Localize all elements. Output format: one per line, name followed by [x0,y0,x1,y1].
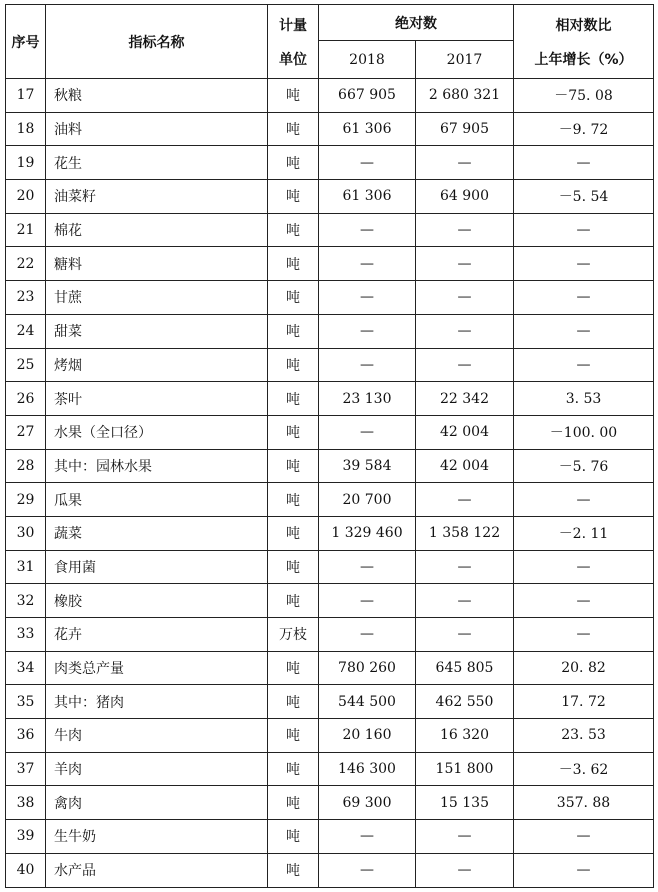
row-value-2018: 20 700 [319,483,416,517]
row-value-2018: 1 329 460 [319,516,416,550]
row-name: 水产品 [46,853,268,887]
row-name: 橡胶 [46,584,268,618]
row-seq: 27 [6,415,46,449]
header-relative [514,5,654,79]
header-absolute: 绝对数 [319,5,514,41]
row-value-2017: — [416,853,514,887]
row-name: 禽肉 [46,786,268,820]
row-name: 油菜籽 [46,180,268,214]
row-relative: －2. 11 [514,516,654,550]
table-row [6,516,654,550]
row-relative: — [514,348,654,382]
row-value-2017: — [416,281,514,315]
row-seq: 18 [6,112,46,146]
table-row [6,786,654,820]
row-value-2017: 42 004 [416,415,514,449]
table-body [6,79,654,888]
header-name: 指标名称 [46,5,268,79]
statistics-table [5,4,654,888]
row-name: 秋粮 [46,79,268,113]
header-year-2018: 2018 [319,41,416,79]
row-relative: — [514,213,654,247]
row-relative: 17. 72 [514,685,654,719]
row-relative: — [514,146,654,180]
table-row [6,247,654,281]
row-relative: — [514,550,654,584]
table-row [6,584,654,618]
row-seq: 33 [6,618,46,652]
row-value-2018: — [319,213,416,247]
header-unit-line1: 计量 [279,17,307,34]
row-value-2018: 23 130 [319,382,416,416]
row-value-2018: — [319,618,416,652]
row-unit: 吨 [268,584,319,618]
row-seq: 36 [6,719,46,753]
row-value-2018: 69 300 [319,786,416,820]
table-row [6,483,654,517]
table-row [6,348,654,382]
row-seq: 21 [6,213,46,247]
row-value-2018: — [319,281,416,315]
table-row [6,314,654,348]
row-relative: 23. 53 [514,719,654,753]
header-relative-line1: 相对数比 [555,17,612,34]
table-row [6,449,654,483]
row-value-2017: 42 004 [416,449,514,483]
header-unit-line2: 单位 [279,51,307,68]
row-unit: 吨 [268,112,319,146]
row-value-2017: — [416,247,514,281]
row-relative: — [514,247,654,281]
row-value-2017: — [416,550,514,584]
row-unit: 吨 [268,213,319,247]
row-unit: 吨 [268,314,319,348]
row-name: 其中：园林水果 [46,449,268,483]
table-row [6,112,654,146]
row-value-2018: — [319,853,416,887]
row-value-2018: — [319,550,416,584]
row-seq: 35 [6,685,46,719]
row-value-2017: 64 900 [416,180,514,214]
row-name: 食用菌 [46,550,268,584]
row-relative: －5. 76 [514,449,654,483]
table-row [6,213,654,247]
row-unit: 吨 [268,146,319,180]
row-name: 羊肉 [46,752,268,786]
row-value-2018: — [319,247,416,281]
row-unit: 吨 [268,79,319,113]
row-seq: 20 [6,180,46,214]
table-row [6,685,654,719]
row-relative: — [514,483,654,517]
header-unit [268,5,319,79]
table-row [6,146,654,180]
row-unit: 吨 [268,853,319,887]
row-value-2018: 39 584 [319,449,416,483]
row-unit: 吨 [268,752,319,786]
row-relative: －9. 72 [514,112,654,146]
row-seq: 26 [6,382,46,416]
row-value-2018: 20 160 [319,719,416,753]
row-name: 其中：猪肉 [46,685,268,719]
row-name: 糖料 [46,247,268,281]
row-value-2017: 67 905 [416,112,514,146]
row-relative: －3. 62 [514,752,654,786]
row-value-2018: 667 905 [319,79,416,113]
row-unit: 吨 [268,382,319,416]
row-value-2018: — [319,146,416,180]
row-seq: 34 [6,651,46,685]
row-name: 棉花 [46,213,268,247]
row-seq: 25 [6,348,46,382]
row-value-2017: — [416,314,514,348]
row-value-2017: — [416,618,514,652]
row-unit: 吨 [268,180,319,214]
row-unit: 吨 [268,415,319,449]
table-row [6,281,654,315]
row-value-2017: 645 805 [416,651,514,685]
row-name: 花卉 [46,618,268,652]
row-value-2018: — [319,348,416,382]
row-value-2018: — [319,415,416,449]
table-row [6,752,654,786]
row-relative: 20. 82 [514,651,654,685]
row-value-2017: 15 135 [416,786,514,820]
row-value-2018: 544 500 [319,685,416,719]
row-unit: 吨 [268,516,319,550]
row-relative: －75. 08 [514,79,654,113]
row-seq: 17 [6,79,46,113]
row-relative: 357. 88 [514,786,654,820]
row-value-2017: — [416,146,514,180]
row-unit: 吨 [268,685,319,719]
row-seq: 40 [6,853,46,887]
row-relative: — [514,853,654,887]
row-unit: 吨 [268,550,319,584]
row-relative: — [514,281,654,315]
row-unit: 吨 [268,348,319,382]
table-row [6,820,654,854]
row-name: 烤烟 [46,348,268,382]
row-name: 肉类总产量 [46,651,268,685]
row-relative: －100. 00 [514,415,654,449]
row-relative: — [514,584,654,618]
row-name: 瓜果 [46,483,268,517]
table-row [6,651,654,685]
row-name: 生牛奶 [46,820,268,854]
row-value-2017: 2 680 321 [416,79,514,113]
row-unit: 吨 [268,786,319,820]
row-value-2017: 22 342 [416,382,514,416]
row-seq: 39 [6,820,46,854]
row-relative: 3. 53 [514,382,654,416]
row-unit: 吨 [268,820,319,854]
row-value-2017: — [416,483,514,517]
row-seq: 32 [6,584,46,618]
row-unit: 吨 [268,651,319,685]
row-value-2018: 780 260 [319,651,416,685]
table-row [6,853,654,887]
row-value-2018: — [319,820,416,854]
row-value-2017: 16 320 [416,719,514,753]
row-unit: 吨 [268,247,319,281]
row-name: 甜菜 [46,314,268,348]
table-row [6,550,654,584]
table-row [6,415,654,449]
row-value-2017: 462 550 [416,685,514,719]
header-seq: 序号 [6,5,46,79]
row-name: 油料 [46,112,268,146]
row-name: 茶叶 [46,382,268,416]
row-value-2018: 61 306 [319,112,416,146]
row-value-2018: 61 306 [319,180,416,214]
row-seq: 31 [6,550,46,584]
row-seq: 37 [6,752,46,786]
row-relative: — [514,314,654,348]
row-value-2018: — [319,314,416,348]
row-unit: 吨 [268,449,319,483]
row-relative: －5. 54 [514,180,654,214]
row-seq: 38 [6,786,46,820]
table-row [6,382,654,416]
row-name: 花生 [46,146,268,180]
table-row [6,180,654,214]
row-value-2018: — [319,584,416,618]
row-unit: 吨 [268,281,319,315]
row-value-2018: 146 300 [319,752,416,786]
row-name: 蔬菜 [46,516,268,550]
row-relative: — [514,820,654,854]
row-name: 牛肉 [46,719,268,753]
row-value-2017: — [416,213,514,247]
row-value-2017: — [416,348,514,382]
row-unit: 万枝 [268,618,319,652]
table-row [6,618,654,652]
row-seq: 30 [6,516,46,550]
row-seq: 28 [6,449,46,483]
row-relative: — [514,618,654,652]
row-seq: 23 [6,281,46,315]
row-value-2017: — [416,584,514,618]
row-seq: 29 [6,483,46,517]
row-name: 甘蔗 [46,281,268,315]
row-seq: 22 [6,247,46,281]
header-year-2017: 2017 [416,41,514,79]
row-value-2017: 1 358 122 [416,516,514,550]
row-value-2017: 151 800 [416,752,514,786]
row-name: 水果（全口径） [46,415,268,449]
row-seq: 19 [6,146,46,180]
table-row [6,719,654,753]
row-unit: 吨 [268,483,319,517]
row-seq: 24 [6,314,46,348]
table-row [6,79,654,113]
header-relative-line2: 上年增长（%） [534,51,633,68]
row-value-2017: — [416,820,514,854]
row-unit: 吨 [268,719,319,753]
